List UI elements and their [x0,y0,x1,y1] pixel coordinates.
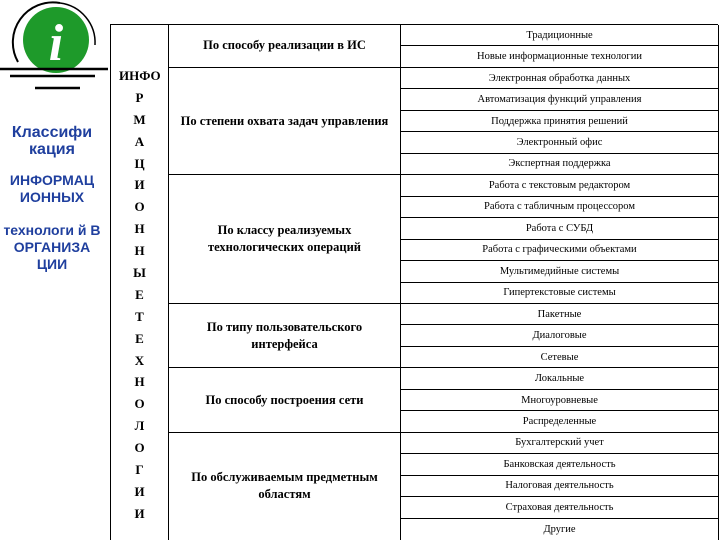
letter: И [134,177,145,193]
category-item: Распределенные [401,411,719,432]
vertical-title [111,65,168,525]
category-item: Другие [401,519,719,540]
category-item: Работа с табличным процессором [401,197,719,218]
letter: Е [135,286,144,302]
classification-table [110,24,718,540]
letter: О [134,199,145,215]
group-label: По способу реализации в ИС [169,25,401,68]
group-label: По степени охвата задач управления [169,68,401,175]
category-item: Автоматизация функций управления [401,89,719,110]
letter: Н [134,374,145,390]
category-item: Мультимедийные системы [401,261,719,282]
letter: И [134,483,145,499]
sidebar-title-line1: Классифи кация [11,124,93,158]
letter: ИНФО [119,68,161,83]
letter: Т [135,308,144,324]
category-item: Многоуровневые [401,390,719,411]
category-item: Экспертная поддержка [401,154,719,175]
info-icon [0,0,110,95]
category-item: Банковская деятельность [401,454,719,475]
sidebar-title-line2: ИНФОРМАЦ ИОННЫХ [9,172,95,205]
svg-text:i: i [48,15,64,72]
letter: Н [134,243,145,259]
category-item: Пакетные [401,304,719,325]
letter: Л [134,418,145,434]
letter: О [134,440,145,456]
letter: И [134,505,145,521]
category-item: Сетевые [401,347,719,368]
letter: Р [135,89,144,105]
category-item: Работа с СУБД [401,218,719,239]
group-label: По способу построения сети [169,368,401,432]
category-item: Гипертекстовые системы [401,283,719,304]
sidebar-title-line3: технологи й В ОРГАНИЗА ЦИИ [3,222,101,272]
category-item: Электронный офис [401,132,719,153]
letter: Х [134,352,145,368]
letter: О [134,396,145,412]
letter: Е [135,330,144,346]
group-label: По обслуживаемым предметным областям [169,433,401,540]
letter: Г [135,462,144,478]
category-item: Работа с графическими объектами [401,240,719,261]
category-item: Работа с текстовым редактором [401,175,719,196]
category-item: Новые информационные технологии [401,46,719,67]
category-item: Электронная обработка данных [401,68,719,89]
letter: Ц [134,155,145,171]
letter: М [133,111,146,127]
category-item: Локальные [401,368,719,389]
category-item: Бухгалтерский учет [401,433,719,454]
category-item: Традиционные [401,25,719,46]
letter: Ы [133,265,146,281]
vertical-title-cell [111,25,169,540]
group-label: По типу пользовательского интерфейса [169,304,401,368]
category-item: Диалоговые [401,325,719,346]
category-item: Налоговая деятельность [401,476,719,497]
category-item: Поддержка принятия решений [401,111,719,132]
category-item: Страховая деятельность [401,497,719,518]
letter: Н [134,221,145,237]
letter: А [134,133,145,149]
group-label: По классу реализуемых технологических операций [169,175,401,304]
